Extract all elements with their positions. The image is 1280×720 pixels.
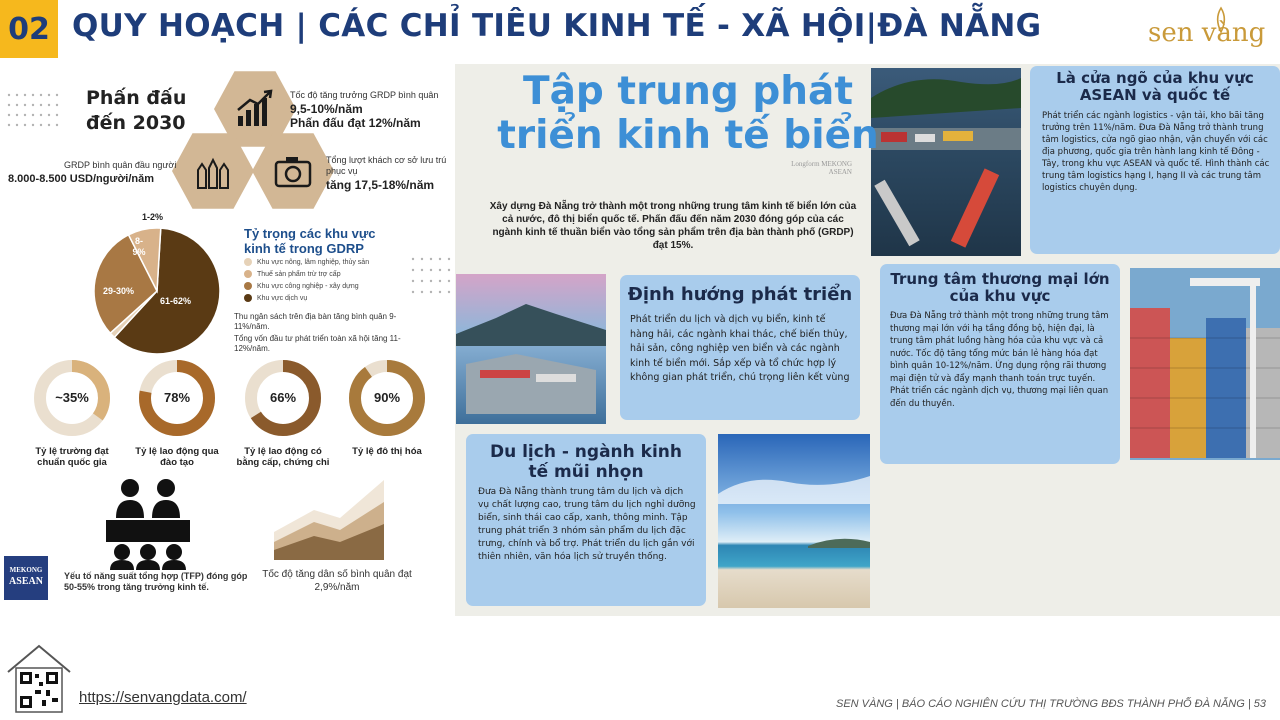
- grdp-growth-label: Tốc độ tăng trưởng GRDP bình quân: [290, 90, 439, 100]
- trade-card: [880, 264, 1120, 464]
- tourism-title: Du lịch - ngành kinh tế mũi nhọn: [489, 442, 683, 482]
- containers-illustration: [1130, 268, 1280, 460]
- ring-caption-urban: Tỷ lệ đô thị hóa: [352, 446, 422, 457]
- marine-economy-title: Tập trung phát triển kinh tế biển: [497, 69, 879, 158]
- website-link[interactable]: https://senvangdata.com/: [79, 689, 247, 706]
- legend-label: Khu vực nông, lâm nghiệp, thủy sản: [257, 258, 370, 266]
- tourist-value: tăng 17,5-18%/năm: [326, 178, 435, 192]
- mekong-asean-logo: [4, 556, 48, 600]
- mekong-logo-line-1: MEKONG: [9, 566, 43, 574]
- pie-label-tax: 8-9%: [132, 236, 146, 257]
- mekong-logo-line-2: ASEAN: [9, 576, 43, 587]
- tourist-label: Tổng lượt khách cơ sở lưu trú phục vụ: [326, 155, 447, 176]
- trade-title: Trung tâm thương mại lớn của khu vực: [890, 270, 1110, 305]
- logo-text: sen vàng: [1148, 18, 1266, 48]
- beach-illustration: [718, 434, 870, 608]
- direction-card: [620, 275, 860, 420]
- budget-text-2: Tổng vốn đầu tư phát triển toàn xã hội tăng 11-12%/năm.: [234, 334, 401, 353]
- pie-title: Tỷ trọng các khu vực kinh tế trong GDRP: [244, 226, 376, 256]
- legend-item-tax: [244, 270, 341, 278]
- budget-text-1: Thu ngân sách trên địa bàn tăng bình quân 9-11%/năm.: [234, 312, 397, 331]
- goal-heading: [86, 86, 186, 136]
- marine-economy-body: Xây dựng Đà Nẵng trở thành một trong những trung tâm kinh tế biển lớn của cả nước, đô thị biển quốc tế. Phấn đấu đến năm 2030 đóng góp của các ngành kinh tế thuần biển vào tổng sản phẩm trên địa bàn thành phố (GRDP) đạt 15%.: [489, 201, 857, 251]
- page-title: QUY HOẠCH | CÁC CHỈ TIÊU KINH TẾ - XÃ HỘI|ĐÀ NẴNG: [72, 8, 1042, 44]
- ring-value-certified: 66%: [269, 390, 297, 405]
- direction-title: Định hướng phát triển: [627, 284, 853, 305]
- harbor-photo: [871, 68, 1021, 256]
- longform-tag: Longform MEKONG ASEAN: [791, 160, 852, 176]
- tourism-body: Đưa Đà Nẵng thành trung tâm du lịch và dịch vụ chất lượng cao, trung tâm du lịch nghỉ dưỡng biển, sinh thái cao cấp, xanh, thông minh. Tập trung phát triển 3 nhóm sản phẩm du lịch đặc trưng, chính và bổ trợ. Phát triển du lịch gắn với thiên nhiên, văn hóa lịch sử truyền thống.: [478, 487, 696, 562]
- qr-code-house-icon: [4, 642, 74, 714]
- pie-label-industry: 29-30%: [103, 286, 135, 296]
- section-number: 02: [0, 0, 58, 58]
- beach-photo: [718, 434, 870, 608]
- port-photo: [456, 274, 606, 424]
- ring-caption-certified: Tỷ lệ lao động có bằng cấp, chứng chỉ: [236, 446, 330, 468]
- legend-label: Khu vực công nghiệp - xây dựng: [257, 282, 359, 290]
- ring-caption-schools: Tỷ lệ trường đạt chuẩn quốc gia: [35, 446, 109, 468]
- raised-hands-icon: [192, 150, 234, 192]
- ring-caption-trained: Tỷ lệ lao động qua đào tạo: [135, 446, 219, 468]
- legend-item-services: [244, 294, 307, 302]
- trade-body: Đưa Đà Nẵng trở thành một trong những trung tâm thương mại lớn với hạ tầng đồng bộ, hiện đại, là trung tâm phát luồng hàng hóa của khu vực và cả nước. Tốc độ tăng tổng mức bán lẻ hàng hóa đạt bình quân 10-12%/năm. Ứng dụng rộng rãi thương mại điện tử và đẩy mạnh thanh toán trực tuyến. Phát triển các ngành dịch vụ, thương mại liên quan đến du thuyền.: [890, 311, 1109, 409]
- sen-vang-logo: [1148, 10, 1274, 50]
- pie-label-services: 61-62%: [160, 296, 192, 306]
- legend-label: Thuế sản phẩm trừ trợ cấp: [257, 270, 341, 278]
- ring-value-urban: 90%: [373, 390, 401, 405]
- asean-card: [1030, 66, 1280, 254]
- tourism-card: [466, 434, 706, 606]
- population-area-chart: [270, 476, 390, 560]
- dots-decoration: [410, 256, 454, 300]
- legend-item-industry: [244, 282, 359, 290]
- dots-decoration: [6, 92, 62, 132]
- meeting-icon: [100, 478, 196, 570]
- port-illustration: [456, 274, 606, 424]
- population-text: Tốc độ tăng dân số bình quân đạt 2,9%/năm: [262, 569, 412, 593]
- direction-body: Phát triển du lịch và dịch vụ biển, kinh tế hàng hải, các ngành khai thác, chế biến thủy, hải sản, công nghiệp ven biển và các ngành kinh tế biển mới. Sắp xếp và tổ chức hợp lý không gian phát triển, chú trọng liên kết vùng: [630, 314, 850, 383]
- grdp-per-capita-label: GRDP bình quân đầu người: [64, 160, 177, 170]
- goal-line-1: Phấn đấu: [86, 87, 187, 109]
- grdp-growth-value-2: Phấn đấu đạt 12%/năm: [290, 116, 421, 130]
- containers-photo: [1130, 268, 1280, 460]
- grdp-growth-value-1: 9,5-10%/năm: [290, 102, 363, 116]
- asean-title: Là cửa ngõ của khu vực ASEAN và quốc tế: [1056, 69, 1254, 104]
- tfp-text: Yếu tố năng suất tổng hợp (TFP) đóng góp 50-55% trong tăng trưởng kinh tế.: [64, 571, 248, 592]
- growth-chart-icon: [234, 88, 276, 130]
- harbor-illustration: [871, 68, 1021, 256]
- pie-label-agriculture: 1-2%: [142, 212, 164, 222]
- legend-label: Khu vực dịch vụ: [257, 294, 308, 302]
- goal-line-2: đến 2030: [86, 112, 186, 134]
- grdp-per-capita-value: 8.000-8.500 USD/người/năm: [8, 173, 155, 185]
- lotus-icon: [1206, 6, 1236, 36]
- asean-body: Phát triển các ngành logistics - vận tải, kho bãi tăng trưởng trên 11%/năm. Đưa Đà Nẵng trở thành trung tâm logistics, cửa ngõ giao nhận, vận chuyển với các địa phương, quốc gia trên hành lang kinh tế Đông - Tây, trong khu vực ASEAN và quốc tế. Hình thành các trung tâm logistics hạng I, hạng II và các trung tâm logistics chuyên dụng.: [1042, 111, 1270, 193]
- camera-icon: [272, 150, 314, 192]
- ring-value-schools: ~35%: [55, 390, 89, 405]
- ring-value-trained: 78%: [163, 390, 191, 405]
- footer-caption: SEN VÀNG | BÁO CÁO NGHIÊN CỨU THỊ TRƯỜNG BĐS THÀNH PHỐ ĐÀ NẴNG | 53: [836, 698, 1266, 710]
- legend-item-agriculture: [244, 258, 369, 266]
